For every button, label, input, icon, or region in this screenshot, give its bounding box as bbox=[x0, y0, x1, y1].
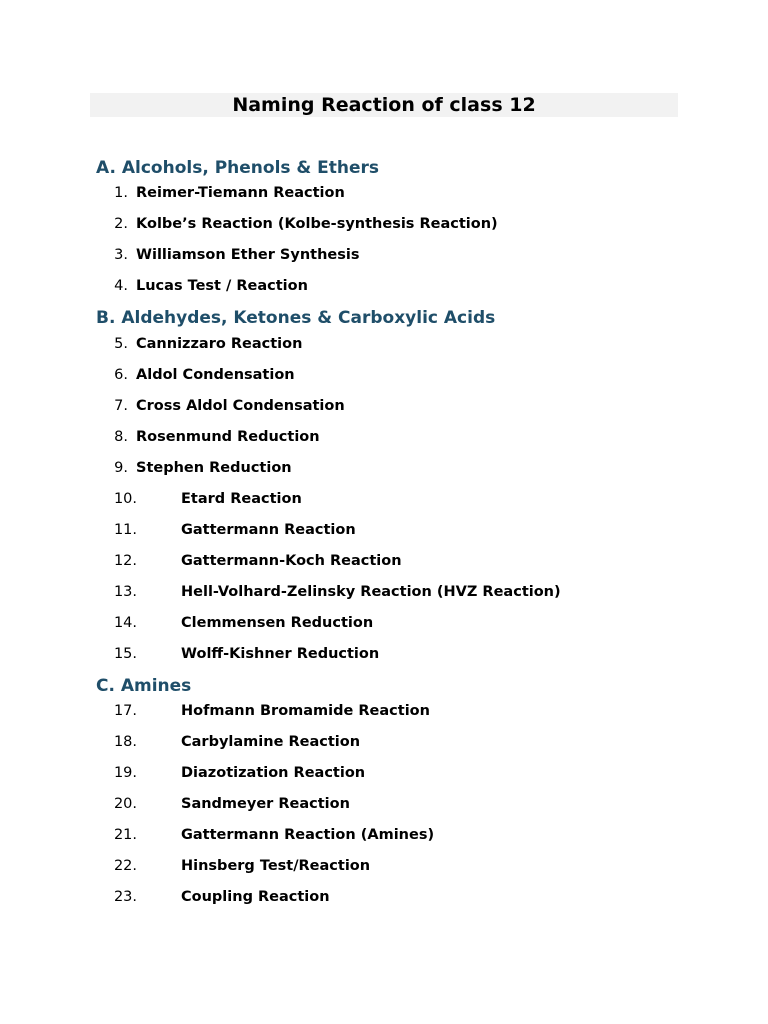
list-item-label: Rosenmund Reduction bbox=[136, 429, 320, 445]
list-item-label: Williamson Ether Synthesis bbox=[136, 247, 360, 263]
list-item bbox=[0, 763, 768, 783]
list-item-label: Wolff-Kishner Reduction bbox=[181, 646, 380, 662]
list-item bbox=[0, 458, 768, 478]
section-heading-aldehydes: B. Aldehydes, Ketones & Carboxylic Acids bbox=[96, 308, 496, 328]
section-heading-alcohols: A. Alcohols, Phenols & Ethers bbox=[96, 158, 380, 178]
list-item bbox=[0, 551, 768, 571]
list-item bbox=[0, 613, 768, 633]
list-item bbox=[0, 183, 768, 203]
list-item-label: Carbylamine Reaction bbox=[181, 734, 361, 750]
list-item-number: 20. bbox=[113, 796, 137, 812]
list-item-number: 10. bbox=[113, 491, 137, 507]
list-item-label: Hell-Volhard-Zelinsky Reaction (HVZ Reaction) bbox=[181, 584, 561, 600]
list-item-number: 21. bbox=[113, 827, 137, 843]
list-item-number: 3. bbox=[114, 247, 128, 263]
list-item-number: 14. bbox=[113, 615, 137, 631]
list-item-label: Lucas Test / Reaction bbox=[136, 278, 308, 294]
list-item-number: 23. bbox=[113, 889, 137, 905]
list-item-number: 2. bbox=[114, 216, 128, 232]
list-item-label: Gattermann Reaction (Amines) bbox=[181, 827, 435, 843]
list-item-number: 17. bbox=[113, 703, 137, 719]
list-item bbox=[0, 489, 768, 509]
list-item-label: Aldol Condensation bbox=[136, 367, 295, 383]
list-item-label: Gattermann Reaction bbox=[181, 522, 356, 538]
list-item-number: 1. bbox=[114, 185, 128, 201]
list-item-label: Reimer-Tiemann Reaction bbox=[136, 185, 345, 201]
list-item-number: 8. bbox=[114, 429, 128, 445]
list-item bbox=[0, 825, 768, 845]
list-item bbox=[0, 856, 768, 876]
list-item-label: Clemmensen Reduction bbox=[181, 615, 374, 631]
list-item bbox=[0, 701, 768, 721]
list-item-number: 18. bbox=[113, 734, 137, 750]
list-item-number: 22. bbox=[113, 858, 137, 874]
list-item bbox=[0, 887, 768, 907]
list-item-number: 12. bbox=[113, 553, 137, 569]
list-item-number: 15. bbox=[113, 646, 137, 662]
list-item-number: 9. bbox=[114, 460, 128, 476]
section-heading-amines: C. Amines bbox=[96, 676, 192, 696]
list-item-number: 11. bbox=[113, 522, 137, 538]
title-bar bbox=[90, 93, 678, 117]
list-item-label: Gattermann-Koch Reaction bbox=[181, 553, 402, 569]
list-item-number: 6. bbox=[114, 367, 128, 383]
list-item bbox=[0, 644, 768, 664]
list-item bbox=[0, 732, 768, 752]
list-item-label: Hinsberg Test/Reaction bbox=[181, 858, 371, 874]
list-item bbox=[0, 276, 768, 296]
list-item bbox=[0, 245, 768, 265]
list-item-number: 7. bbox=[114, 398, 128, 414]
list-item bbox=[0, 582, 768, 602]
list-item bbox=[0, 427, 768, 447]
list-item-label: Cannizzaro Reaction bbox=[136, 336, 303, 352]
list-item-label: Kolbe’s Reaction (Kolbe-synthesis Reaction) bbox=[136, 216, 498, 232]
list-item bbox=[0, 334, 768, 354]
list-item-label: Cross Aldol Condensation bbox=[136, 398, 345, 414]
list-item bbox=[0, 794, 768, 814]
list-item-label: Stephen Reduction bbox=[136, 460, 292, 476]
list-item-number: 5. bbox=[114, 336, 128, 352]
list-item-label: Coupling Reaction bbox=[181, 889, 330, 905]
list-item bbox=[0, 365, 768, 385]
list-item-label: Sandmeyer Reaction bbox=[181, 796, 350, 812]
list-item-label: Etard Reaction bbox=[181, 491, 302, 507]
list-item bbox=[0, 520, 768, 540]
list-item-label: Diazotization Reaction bbox=[181, 765, 366, 781]
list-item bbox=[0, 396, 768, 416]
list-item-number: 19. bbox=[113, 765, 137, 781]
list-item-number: 13. bbox=[113, 584, 137, 600]
list-item-label: Hofmann Bromamide Reaction bbox=[181, 703, 430, 719]
list-item bbox=[0, 214, 768, 234]
list-item-number: 4. bbox=[114, 278, 128, 294]
page-title: Naming Reaction of class 12 bbox=[232, 94, 536, 116]
